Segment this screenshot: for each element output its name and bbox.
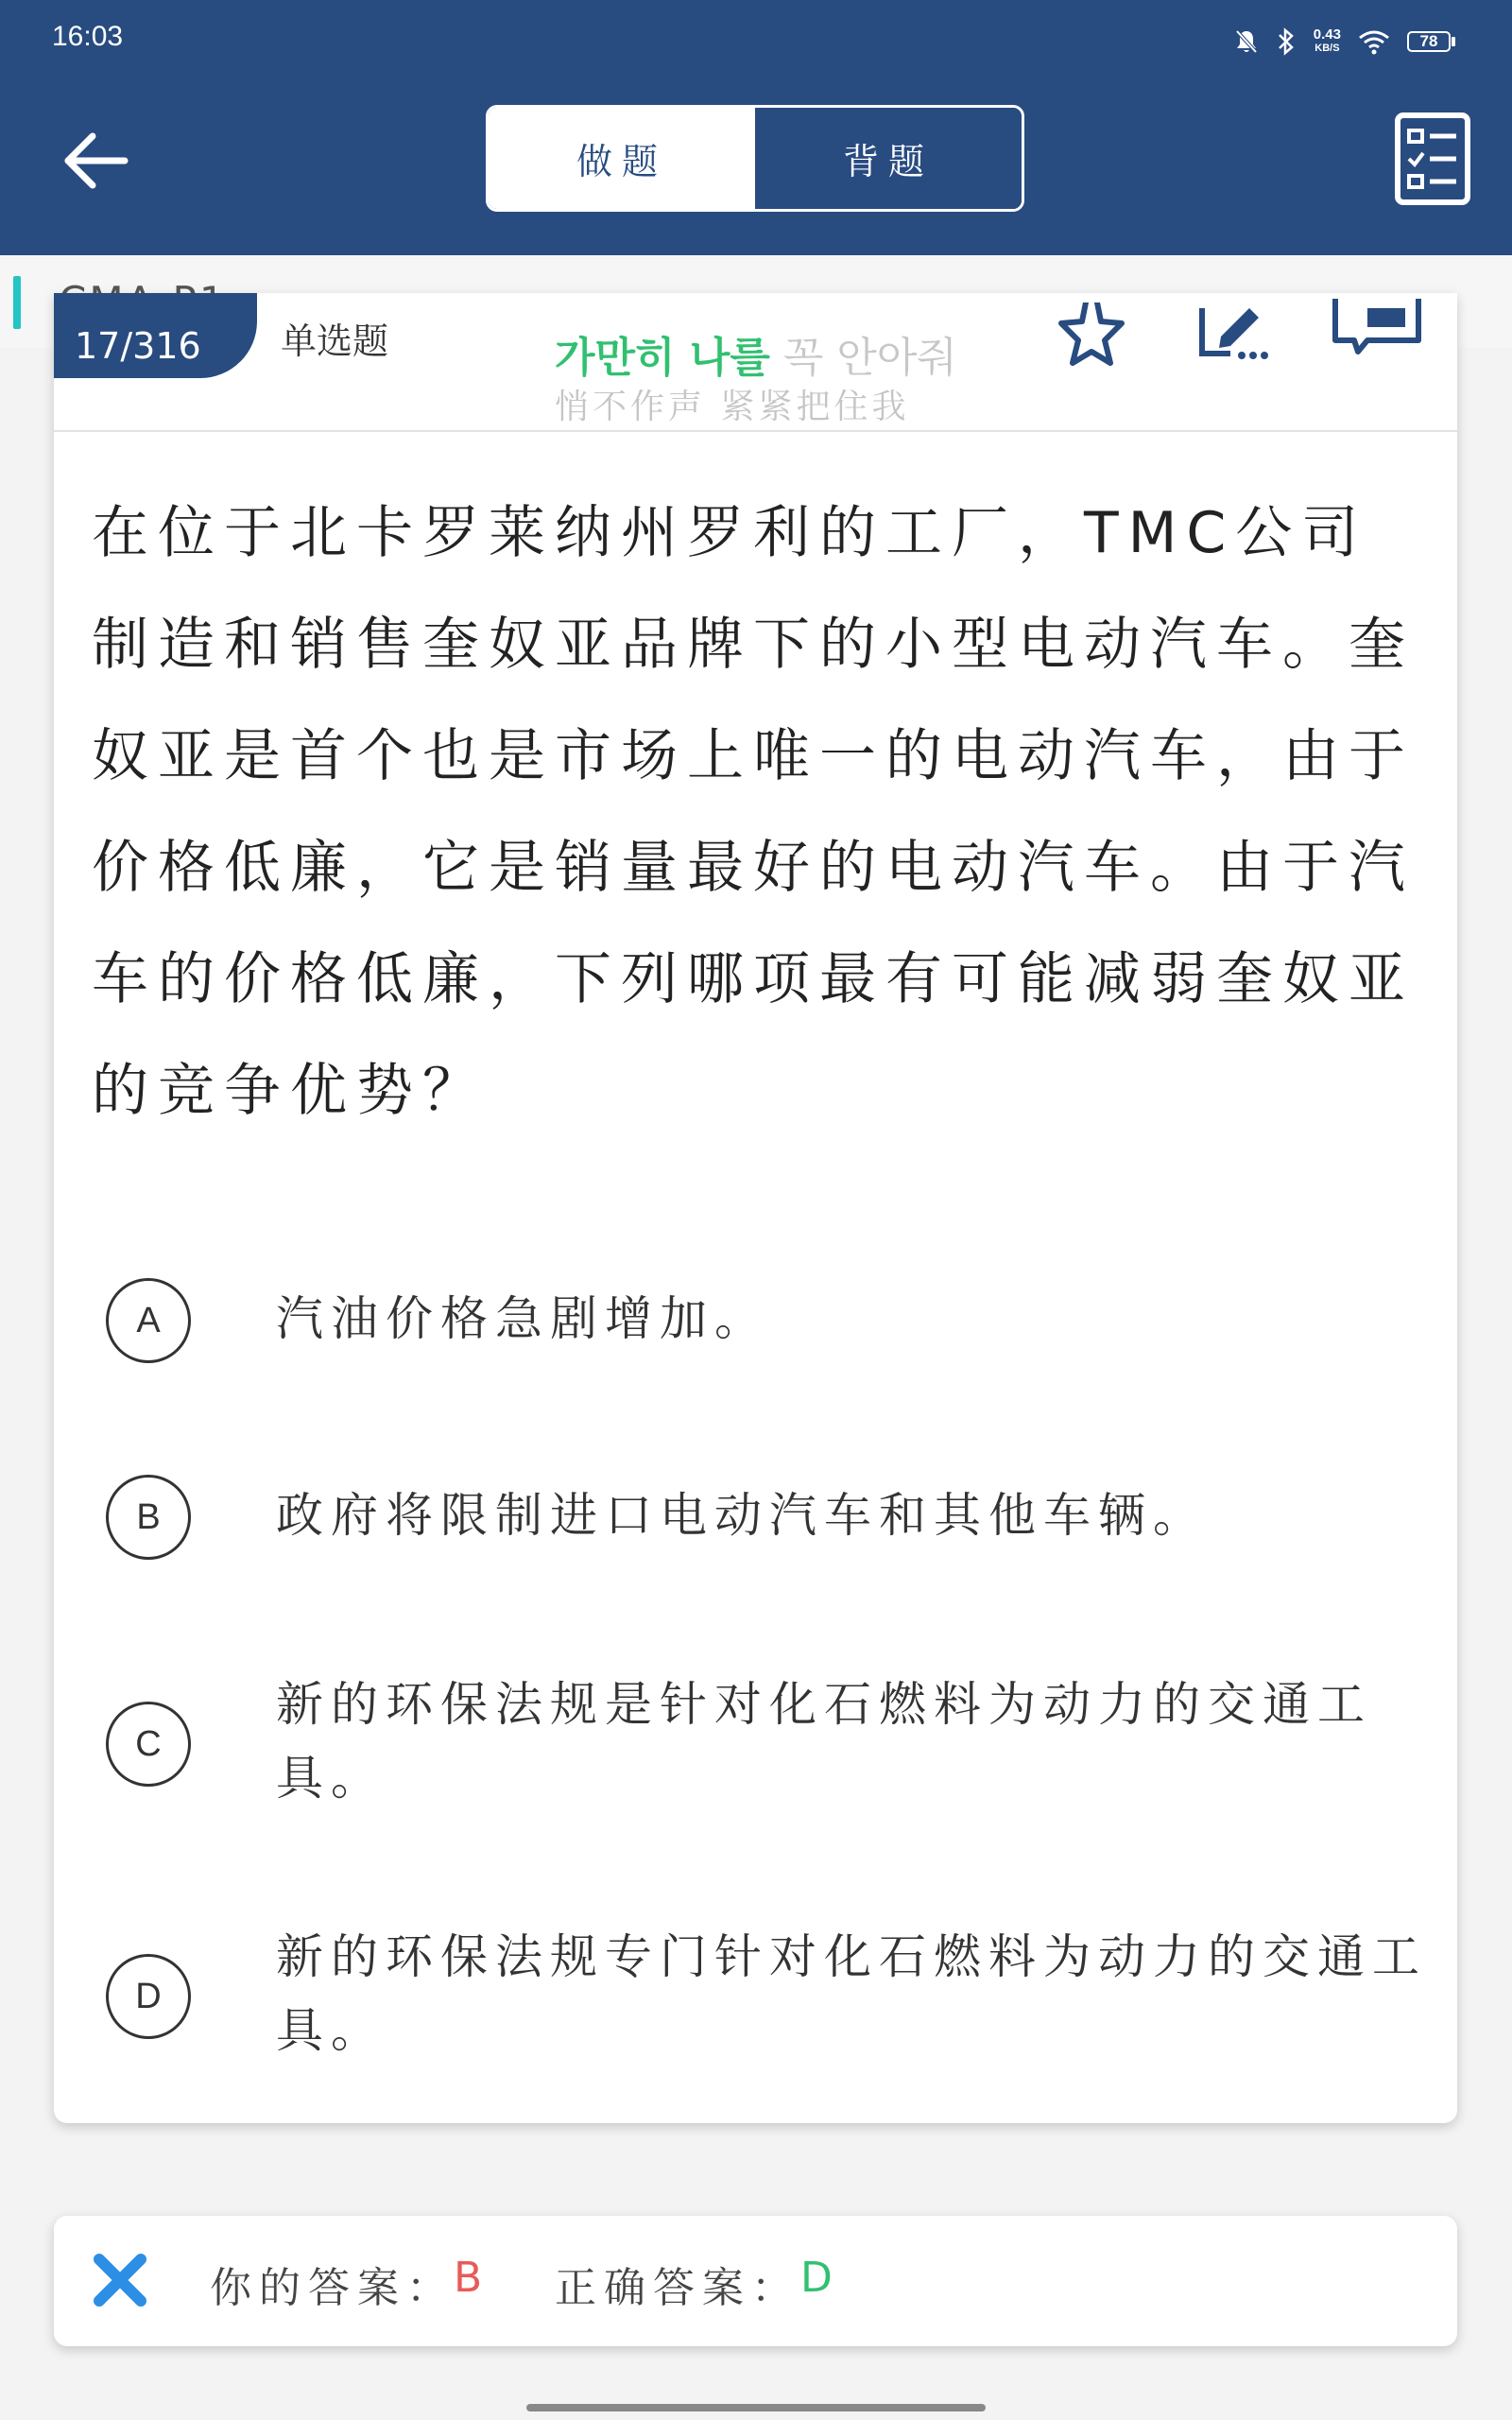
card-header	[54, 293, 1457, 430]
subject-accent-bar	[13, 276, 21, 329]
option-letter: B	[106, 1475, 191, 1560]
star-icon[interactable]	[1054, 302, 1129, 369]
app-header	[0, 0, 1512, 255]
option-letter: A	[106, 1278, 191, 1363]
option-letter: C	[106, 1702, 191, 1787]
status-icons	[1234, 23, 1455, 60]
option-text: 政府将限制进口电动汽车和其他车辆。	[276, 1488, 1208, 1543]
wifi-icon	[1358, 28, 1390, 55]
net-speed: 0.43 KB/S	[1313, 26, 1341, 54]
mute-icon	[1234, 28, 1259, 55]
question-type: 单选题	[281, 320, 389, 362]
your-answer-label: 你的答案：	[210, 2264, 455, 2312]
tab-memorize[interactable]: 背题	[755, 108, 1022, 209]
note-edit-icon[interactable]	[1193, 299, 1278, 365]
answer-result-bar	[54, 2216, 1457, 2346]
question-text: 在位于北卡罗莱纳州罗利的工厂，TMC公司制造和销售奎奴亚品牌下的小型电动汽车。奎奴亚是首个也是市场上唯一的电动汽车，由于价格低廉，它是销量最好的电动汽车。由于汽车的价格低廉，下列哪项最有可能减弱奎奴亚的竞争优势？	[92, 500, 1415, 1124]
battery-indicator: 78	[1407, 31, 1455, 52]
option-letter: D	[106, 1954, 191, 2039]
tab-practice[interactable]: 做题	[489, 108, 755, 209]
question-card	[54, 293, 1457, 2123]
lyric-overlay-korean: 가만히 나를 꼭 안아줘	[555, 334, 957, 382]
home-indicator[interactable]	[526, 2404, 986, 2411]
lyric-overlay-chinese: 悄不作声 紧紧把住我	[555, 388, 910, 426]
mode-toggle	[486, 105, 1024, 212]
card-divider	[54, 430, 1457, 432]
question-list-icon[interactable]	[1394, 112, 1471, 206]
wrong-x-icon	[92, 2252, 148, 2308]
back-arrow-icon[interactable]	[59, 123, 134, 199]
question-number-badge: 17/316	[54, 293, 257, 378]
bluetooth-icon	[1276, 27, 1297, 56]
option-text: 汽油价格急剧增加。	[276, 1291, 769, 1346]
option-text: 新的环保法规是针对化石燃料为动力的交通工具。	[276, 1677, 1372, 1806]
correct-answer-value: D	[800, 2254, 833, 2302]
status-time: 16:03	[52, 21, 124, 52]
your-answer-value: B	[454, 2254, 483, 2302]
correct-answer-label: 正确答案：	[555, 2264, 800, 2312]
comment-icon[interactable]	[1330, 299, 1424, 365]
option-text: 新的环保法规专门针对化石燃料为动力的交通工具。	[276, 1929, 1427, 2058]
